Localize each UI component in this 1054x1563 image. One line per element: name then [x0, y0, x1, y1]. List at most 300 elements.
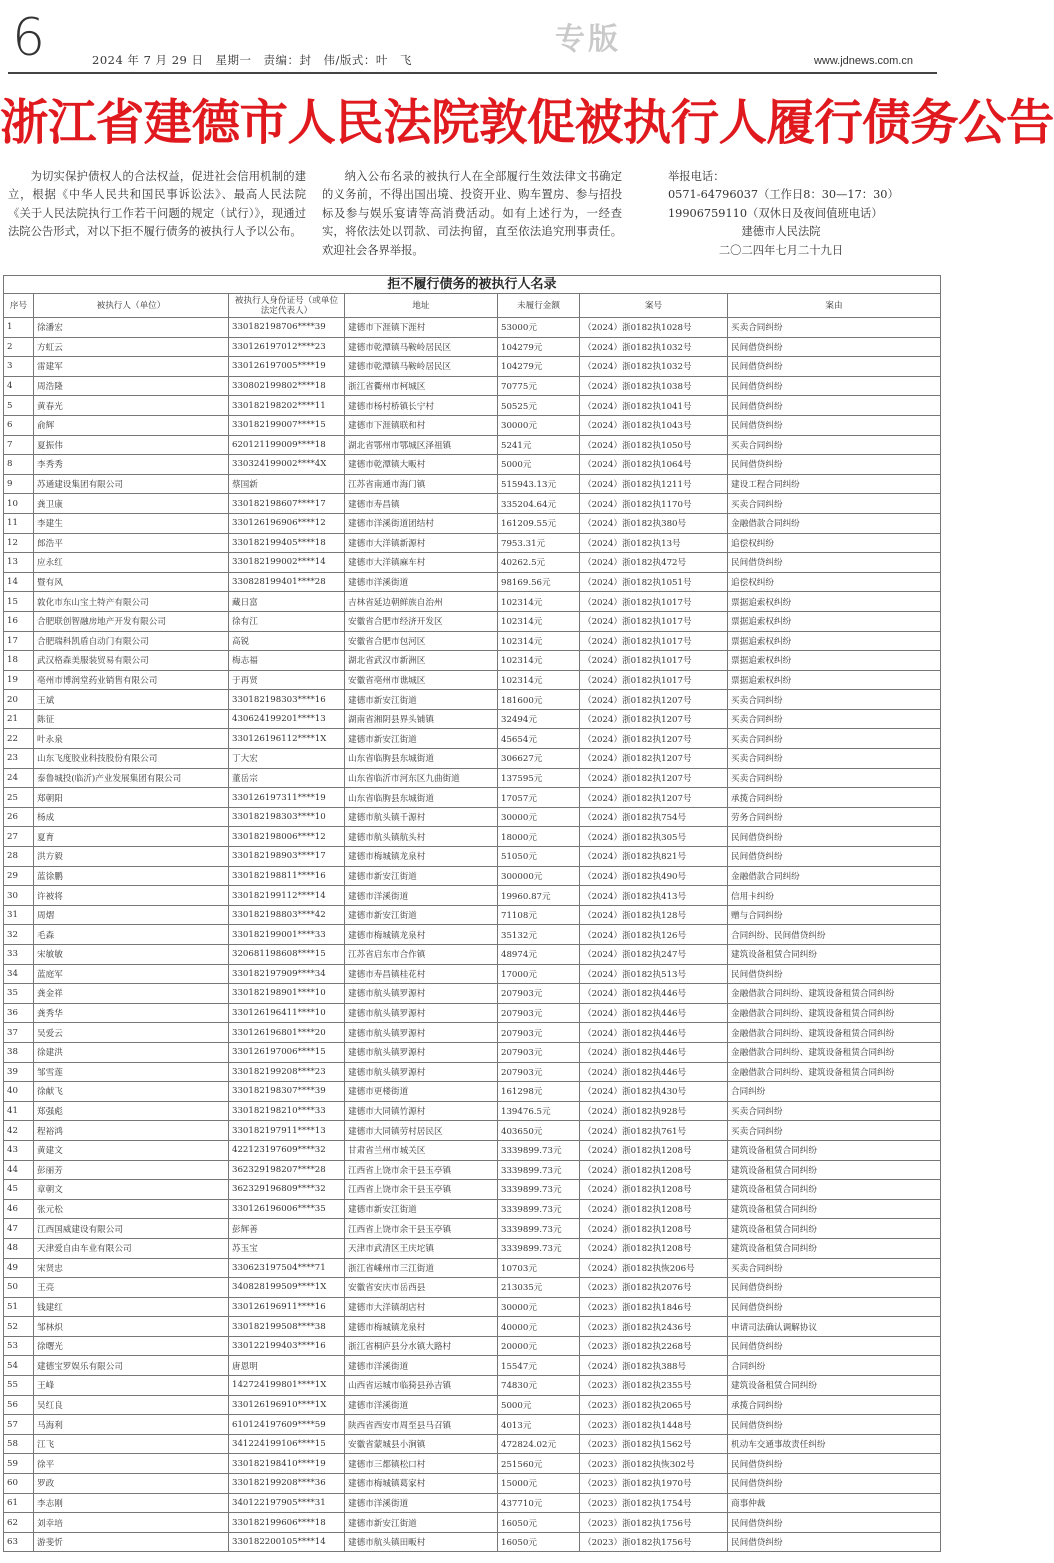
- cell-case-number: （2024）浙0182执380号: [580, 513, 728, 533]
- cell-id: 430624199201****13: [229, 709, 345, 729]
- cell-index: 50: [4, 1278, 34, 1298]
- cell-cause: 民间借贷纠纷: [728, 1532, 941, 1552]
- cell-amount: 139476.5元: [498, 1101, 580, 1121]
- cell-address: 安徽省亳州市谯城区: [345, 670, 498, 690]
- header-amount: 未履行金额: [498, 294, 580, 318]
- cell-amount: 3339899.73元: [498, 1219, 580, 1239]
- table-header-row: [4, 294, 941, 318]
- intro-column-1: [8, 168, 306, 242]
- cell-case-number: （2024）浙0182执1207号: [580, 749, 728, 769]
- cell-address: 陕西省西安市周至县马召镇: [345, 1415, 498, 1435]
- cell-address: 建德市新安江街道: [345, 729, 498, 749]
- cell-id: 330126196910****1X: [229, 1395, 345, 1415]
- cell-debtor: 合肥瑞科凯盾自动门有限公司: [34, 631, 229, 651]
- cell-debtor: 江西国威建设有限公司: [34, 1219, 229, 1239]
- cell-address: 浙江省衢州市柯城区: [345, 376, 498, 396]
- cell-index: 33: [4, 945, 34, 965]
- cell-amount: 207903元: [498, 1062, 580, 1082]
- cell-debtor: 苏通建设集团有限公司: [34, 474, 229, 494]
- table-row: [4, 494, 941, 514]
- cell-index: 34: [4, 964, 34, 984]
- cell-id: 330182198303****10: [229, 807, 345, 827]
- cell-id: 341224199106****15: [229, 1434, 345, 1454]
- cell-index: 62: [4, 1513, 34, 1533]
- cell-address: 江西省上饶市余干县玉亭镇: [345, 1180, 498, 1200]
- table-row: [4, 1278, 941, 1298]
- cell-index: 63: [4, 1532, 34, 1552]
- cell-id: 330182200105****14: [229, 1532, 345, 1552]
- cell-debtor: 王亮: [34, 1278, 229, 1298]
- cell-amount: 137595元: [498, 768, 580, 788]
- table-row: [4, 827, 941, 847]
- cell-id: 丁大宏: [229, 749, 345, 769]
- table-row: [4, 1513, 941, 1533]
- court-signature: 建德市人民法院: [741, 225, 821, 239]
- cell-case-number: （2024）浙0182执1032号: [580, 337, 728, 357]
- cell-index: 31: [4, 905, 34, 925]
- cell-case-number: （2024）浙0182执430号: [580, 1082, 728, 1102]
- cell-amount: 16050元: [498, 1532, 580, 1552]
- cell-address: 建德市大同镇竹源村: [345, 1101, 498, 1121]
- cell-index: 42: [4, 1121, 34, 1141]
- cell-cause: 建筑设备租赁合同纠纷: [728, 1199, 941, 1219]
- cell-case-number: （2024）浙0182执305号: [580, 827, 728, 847]
- cell-debtor: 邹雪莲: [34, 1062, 229, 1082]
- cell-case-number: （2024）浙0182执1207号: [580, 788, 728, 808]
- cell-amount: 306627元: [498, 749, 580, 769]
- table-row: [4, 925, 941, 945]
- cell-case-number: （2024）浙0182执247号: [580, 945, 728, 965]
- table-row: [4, 651, 941, 671]
- cell-case-number: （2024）浙0182执490号: [580, 866, 728, 886]
- cell-id: 330182198303****16: [229, 690, 345, 710]
- cell-address: 山西省运城市临猗县孙吉镇: [345, 1376, 498, 1396]
- cell-debtor: 夏育: [34, 827, 229, 847]
- cell-address: 建德市洋溪街道团结村: [345, 513, 498, 533]
- cell-case-number: （2024）浙0182执446号: [580, 1003, 728, 1023]
- cell-amount: 3339899.73元: [498, 1238, 580, 1258]
- cell-debtor: 泰鲁城投(临沂)产业发展集团有限公司: [34, 768, 229, 788]
- cell-case-number: （2024）浙0182执1064号: [580, 455, 728, 475]
- cell-amount: 3339899.73元: [498, 1180, 580, 1200]
- cell-cause: 票据追索权纠纷: [728, 631, 941, 651]
- cell-debtor: 合肥联创智融房地产开发有限公司: [34, 611, 229, 631]
- cell-cause: 民间借贷纠纷: [728, 415, 941, 435]
- cell-cause: 建筑设备租赁合同纠纷: [728, 1376, 941, 1396]
- cell-index: 54: [4, 1356, 34, 1376]
- cell-cause: 民间借贷纠纷: [728, 1513, 941, 1533]
- cell-case-number: （2024）浙0182执13号: [580, 533, 728, 553]
- cell-amount: 181600元: [498, 690, 580, 710]
- cell-case-number: （2023）浙0182执2355号: [580, 1376, 728, 1396]
- cell-debtor: 周熠: [34, 905, 229, 925]
- cell-index: 1: [4, 318, 34, 338]
- cell-debtor: 龚秀华: [34, 1003, 229, 1023]
- intro-paragraph-2: 纳入公布名录的被执行人在全部履行生效法律文书确定的义务前，不得出国出境、投资开业、购车置房、参与招投标及参与娱乐宴请等高消费活动。如有上述行为，一经查实，将依法处以罚款、司法拘留，直至依法追究刑事责任。欢迎社会各界举报。: [322, 170, 622, 257]
- cell-address: 建德市洋溪街道: [345, 1493, 498, 1513]
- cell-address: 建德市梅城镇葛家村: [345, 1474, 498, 1494]
- table-row: [4, 1062, 941, 1082]
- cell-case-number: （2024）浙0182执1032号: [580, 357, 728, 377]
- cell-cause: 合同纠纷: [728, 1082, 941, 1102]
- intro-paragraph-1: 为切实保护债权人的合法权益，促进社会信用机制的建立，根据《中华人民共和国民事诉讼法》、最高人民法院《关于人民法院执行工作若干问题的规定（试行）》，现通过法院公告形式，对以下拒不履行债务的被执行人予以公布。: [8, 170, 306, 239]
- table-row: [4, 415, 941, 435]
- table-row: [4, 984, 941, 1004]
- cell-debtor: 黄建文: [34, 1140, 229, 1160]
- cell-index: 14: [4, 572, 34, 592]
- cell-address: 建德市更楼街道: [345, 1082, 498, 1102]
- cell-case-number: （2024）浙0182执1050号: [580, 435, 728, 455]
- cell-amount: 102314元: [498, 611, 580, 631]
- cell-amount: 335204.64元: [498, 494, 580, 514]
- website-link[interactable]: www.jdnews.com.cn: [813, 55, 913, 67]
- table-row: [4, 945, 941, 965]
- cell-cause: 民间借贷纠纷: [728, 1336, 941, 1356]
- cell-amount: 207903元: [498, 1023, 580, 1043]
- cell-cause: 民间借贷纠纷: [728, 396, 941, 416]
- cell-id: 梅志福: [229, 651, 345, 671]
- cell-address: 建德市航头镇千源村: [345, 807, 498, 827]
- cell-amount: 51050元: [498, 847, 580, 867]
- cell-debtor: 宋贤忠: [34, 1258, 229, 1278]
- cell-amount: 70775元: [498, 376, 580, 396]
- table-row: [4, 768, 941, 788]
- cell-cause: 追偿权纠纷: [728, 572, 941, 592]
- cell-address: 山东省临沂市河东区九曲街道: [345, 768, 498, 788]
- cell-amount: 74830元: [498, 1376, 580, 1396]
- header-debtor: 被执行人（单位）: [34, 294, 229, 318]
- cell-amount: 45654元: [498, 729, 580, 749]
- cell-cause: 民间借贷纠纷: [728, 1278, 941, 1298]
- cell-index: 51: [4, 1297, 34, 1317]
- cell-id: 330182199001****33: [229, 925, 345, 945]
- cell-debtor: 雷建军: [34, 357, 229, 377]
- cell-id: 330182198706****39: [229, 318, 345, 338]
- table-row: [4, 1376, 941, 1396]
- cell-index: 9: [4, 474, 34, 494]
- cell-cause: 机动车交通事故责任纠纷: [728, 1434, 941, 1454]
- cell-id: 362329196809****32: [229, 1180, 345, 1200]
- table-row: [4, 1160, 941, 1180]
- cell-debtor: 亳州市博润堂药业销售有限公司: [34, 670, 229, 690]
- cell-address: 建德市乾潭镇马鞍岭居民区: [345, 337, 498, 357]
- cell-cause: 建筑设备租赁合同纠纷: [728, 1140, 941, 1160]
- cell-cause: 商事仲裁: [728, 1493, 941, 1513]
- table-row: [4, 1180, 941, 1200]
- table-row: [4, 396, 941, 416]
- cell-cause: 买卖合同纠纷: [728, 494, 941, 514]
- cell-amount: 102314元: [498, 651, 580, 671]
- cell-case-number: （2023）浙0182执2065号: [580, 1395, 728, 1415]
- cell-case-number: （2024）浙0182执1207号: [580, 690, 728, 710]
- cell-case-number: （2023）浙0182执2268号: [580, 1336, 728, 1356]
- table-title: 拒不履行债务的被执行人名录: [3, 275, 941, 293]
- cell-cause: 民间借贷纠纷: [728, 827, 941, 847]
- cell-address: 湖南省湘阴县界头铺镇: [345, 709, 498, 729]
- cell-debtor: 李秀秀: [34, 455, 229, 475]
- cell-address: 山东省临朐县东城街道: [345, 788, 498, 808]
- cell-cause: 承揽合同纠纷: [728, 1395, 941, 1415]
- cell-cause: 票据追索权纠纷: [728, 592, 941, 612]
- cell-case-number: （2024）浙0182执388号: [580, 1356, 728, 1376]
- cell-index: 10: [4, 494, 34, 514]
- table-row: [4, 1023, 941, 1043]
- cell-cause: 民间借贷纠纷: [728, 964, 941, 984]
- cell-debtor: 刘幸培: [34, 1513, 229, 1533]
- cell-index: 28: [4, 847, 34, 867]
- cell-index: 37: [4, 1023, 34, 1043]
- cell-cause: 票据追索权纠纷: [728, 651, 941, 671]
- cell-case-number: （2024）浙0182执1017号: [580, 611, 728, 631]
- cell-address: 建德市洋溪街道: [345, 1356, 498, 1376]
- cell-address: 天津市武清区王庆坨镇: [345, 1238, 498, 1258]
- cell-address: 建德市新安江街道: [345, 1513, 498, 1533]
- dateline: 2024 年 7 月 29 日 星期一 责编：封 伟/版式：叶 飞: [92, 53, 412, 67]
- cell-id: 330182197909****34: [229, 964, 345, 984]
- cell-cause: 买卖合同纠纷: [728, 709, 941, 729]
- cell-case-number: （2024）浙0182执821号: [580, 847, 728, 867]
- cell-id: 330182198903****17: [229, 847, 345, 867]
- cell-amount: 403650元: [498, 1121, 580, 1141]
- cell-case-number: （2024）浙0182执1028号: [580, 318, 728, 338]
- cell-address: 浙江省桐庐县分水镇大路村: [345, 1336, 498, 1356]
- table-row: [4, 1101, 941, 1121]
- cell-amount: 300000元: [498, 866, 580, 886]
- cell-id: 330802199802****18: [229, 376, 345, 396]
- cell-address: 建德市梅城镇龙泉村: [345, 925, 498, 945]
- cell-id: 330182198202****11: [229, 396, 345, 416]
- cell-debtor: 徐潘宏: [34, 318, 229, 338]
- table-row: [4, 474, 941, 494]
- cell-address: 建德市大洋镇麻车村: [345, 553, 498, 573]
- cell-id: 330126196906****12: [229, 513, 345, 533]
- cell-address: 建德市梅城镇龙泉村: [345, 847, 498, 867]
- cell-debtor: 徐建洪: [34, 1042, 229, 1062]
- cell-case-number: （2024）浙0182执126号: [580, 925, 728, 945]
- cell-debtor: 郑朝阳: [34, 788, 229, 808]
- table-row: [4, 1395, 941, 1415]
- cell-debtor: 游斐忻: [34, 1532, 229, 1552]
- cell-debtor: 许被将: [34, 886, 229, 906]
- cell-amount: 18000元: [498, 827, 580, 847]
- cell-index: 36: [4, 1003, 34, 1023]
- cell-id: 330126196411****10: [229, 1003, 345, 1023]
- cell-cause: 金融借款合同纠纷、建筑设备租赁合同纠纷: [728, 984, 941, 1004]
- cell-case-number: （2024）浙0182执1208号: [580, 1219, 728, 1239]
- cell-address: 建德市梅城镇龙泉村: [345, 1317, 498, 1337]
- table-row: [4, 376, 941, 396]
- cell-debtor: 李建生: [34, 513, 229, 533]
- cell-id: 藏日富: [229, 592, 345, 612]
- cell-amount: 17057元: [498, 788, 580, 808]
- cell-index: 27: [4, 827, 34, 847]
- table-row: [4, 1042, 941, 1062]
- cell-index: 12: [4, 533, 34, 553]
- cell-cause: 民间借贷纠纷: [728, 357, 941, 377]
- cell-address: 建德市航头镇罗源村: [345, 984, 498, 1004]
- cell-case-number: （2024）浙0182执1208号: [580, 1199, 728, 1219]
- cell-debtor: 宋敏敏: [34, 945, 229, 965]
- cell-case-number: （2023）浙0182执1448号: [580, 1415, 728, 1435]
- cell-index: 53: [4, 1336, 34, 1356]
- cell-id: 蔡国新: [229, 474, 345, 494]
- cell-amount: 30000元: [498, 807, 580, 827]
- cell-case-number: （2024）浙0182执472号: [580, 553, 728, 573]
- cell-case-number: （2023）浙0182执恢302号: [580, 1454, 728, 1474]
- cell-index: 35: [4, 984, 34, 1004]
- cell-case-number: （2024）浙0182执513号: [580, 964, 728, 984]
- cell-id: 330182199208****23: [229, 1062, 345, 1082]
- cell-case-number: （2024）浙0182执446号: [580, 984, 728, 1004]
- cell-id: 330182198410****19: [229, 1454, 345, 1474]
- cell-id: 苏玉宝: [229, 1238, 345, 1258]
- table-row: [4, 847, 941, 867]
- cell-index: 30: [4, 886, 34, 906]
- cell-debtor: 蓝徐鹏: [34, 866, 229, 886]
- cell-cause: 金融借款合同纠纷、建筑设备租赁合同纠纷: [728, 1023, 941, 1043]
- cell-amount: 32494元: [498, 709, 580, 729]
- cell-id: 330126197311****19: [229, 788, 345, 808]
- cell-case-number: （2024）浙0182执128号: [580, 905, 728, 925]
- cell-debtor: 张元松: [34, 1199, 229, 1219]
- cell-amount: 40000元: [498, 1317, 580, 1337]
- cell-id: 330182199606****18: [229, 1513, 345, 1533]
- table-row: [4, 1003, 941, 1023]
- cell-id: 142724199801****1X: [229, 1376, 345, 1396]
- cell-id: 330126197005****19: [229, 357, 345, 377]
- table-row: [4, 1297, 941, 1317]
- cell-amount: 15000元: [498, 1474, 580, 1494]
- cell-id: 330126197012****23: [229, 337, 345, 357]
- cell-cause: 建筑设备租赁合同纠纷: [728, 1180, 941, 1200]
- cell-id: 330828199401****28: [229, 572, 345, 592]
- cell-amount: 16050元: [498, 1513, 580, 1533]
- cell-index: 32: [4, 925, 34, 945]
- cell-id: 330182198607****17: [229, 494, 345, 514]
- table-row: [4, 1121, 941, 1141]
- table-row: [4, 435, 941, 455]
- cell-amount: 102314元: [498, 631, 580, 651]
- section-title: 专版: [555, 22, 621, 57]
- cell-debtor: 叶永泉: [34, 729, 229, 749]
- cell-address: 建德市航头镇航头村: [345, 827, 498, 847]
- cell-case-number: （2024）浙0182执1207号: [580, 768, 728, 788]
- cell-address: 建德市寿昌镇桂花村: [345, 964, 498, 984]
- cell-id: 高锐: [229, 631, 345, 651]
- cell-cause: 买卖合同纠纷: [728, 1121, 941, 1141]
- cell-index: 19: [4, 670, 34, 690]
- cell-address: 甘肃省兰州市城关区: [345, 1140, 498, 1160]
- cell-debtor: 吴红良: [34, 1395, 229, 1415]
- cell-debtor: 杨成: [34, 807, 229, 827]
- cell-cause: 民间借贷纠纷: [728, 376, 941, 396]
- cell-index: 55: [4, 1376, 34, 1396]
- cell-cause: 民间借贷纠纷: [728, 1415, 941, 1435]
- cell-address: 建德市下涯镇联和村: [345, 415, 498, 435]
- cell-case-number: （2024）浙0182执928号: [580, 1101, 728, 1121]
- cell-id: 于再贤: [229, 670, 345, 690]
- cell-index: 41: [4, 1101, 34, 1121]
- cell-id: 610124197609****59: [229, 1415, 345, 1435]
- cell-id: 330126196112****1X: [229, 729, 345, 749]
- cell-id: 330182199112****14: [229, 886, 345, 906]
- cell-case-number: （2023）浙0182执1754号: [580, 1493, 728, 1513]
- notice-date: 二〇二四年七月二十九日: [718, 243, 844, 257]
- cell-index: 4: [4, 376, 34, 396]
- cell-index: 29: [4, 866, 34, 886]
- header-case-number: 案号: [580, 294, 728, 318]
- cell-amount: 17000元: [498, 964, 580, 984]
- cell-id: 340122197905****31: [229, 1493, 345, 1513]
- cell-cause: 金融借款合同纠纷: [728, 866, 941, 886]
- table-row: [4, 572, 941, 592]
- cell-address: 安徽省安庆市岳西县: [345, 1278, 498, 1298]
- cell-address: 安徽省蒙城县小涧镇: [345, 1434, 498, 1454]
- cell-amount: 207903元: [498, 984, 580, 1004]
- cell-id: 唐恩明: [229, 1356, 345, 1376]
- cell-debtor: 彭丽芳: [34, 1160, 229, 1180]
- cell-amount: 161298元: [498, 1082, 580, 1102]
- cell-debtor: 武汉格森美服装贸易有限公司: [34, 651, 229, 671]
- cell-debtor: 徐平: [34, 1454, 229, 1474]
- cell-amount: 437710元: [498, 1493, 580, 1513]
- intro-column-2: [322, 168, 622, 260]
- cell-amount: 50525元: [498, 396, 580, 416]
- cell-case-number: （2024）浙0182执1017号: [580, 670, 728, 690]
- header-id: 被执行人身份证号（或单位法定代表人）: [229, 294, 345, 318]
- cell-index: 39: [4, 1062, 34, 1082]
- cell-cause: 买卖合同纠纷: [728, 318, 941, 338]
- cell-amount: 19960.87元: [498, 886, 580, 906]
- cell-case-number: （2024）浙0182执1170号: [580, 494, 728, 514]
- cell-address: 建德市乾潭镇大畈村: [345, 455, 498, 475]
- cell-index: 56: [4, 1395, 34, 1415]
- cell-address: 湖北省鄂州市鄂城区泽祖镇: [345, 435, 498, 455]
- cell-address: 建德市下涯镇下涯村: [345, 318, 498, 338]
- report-label: 举报电话：: [668, 170, 725, 183]
- cell-index: 15: [4, 592, 34, 612]
- cell-case-number: （2023）浙0182执1756号: [580, 1513, 728, 1533]
- cell-index: 24: [4, 768, 34, 788]
- cell-index: 16: [4, 611, 34, 631]
- cell-id: 340828199509****1X: [229, 1278, 345, 1298]
- cell-cause: 民间借贷纠纷: [728, 1474, 941, 1494]
- cell-amount: 48974元: [498, 945, 580, 965]
- cell-address: 江苏省南通市海门镇: [345, 474, 498, 494]
- cell-amount: 71108元: [498, 905, 580, 925]
- table-row: [4, 1238, 941, 1258]
- cell-debtor: 洪方毅: [34, 847, 229, 867]
- cell-address: 江西省上饶市余干县玉亭镇: [345, 1219, 498, 1239]
- cell-debtor: 俞辉: [34, 415, 229, 435]
- cell-index: 44: [4, 1160, 34, 1180]
- cell-case-number: （2024）浙0182执1043号: [580, 415, 728, 435]
- cell-case-number: （2024）浙0182执1017号: [580, 651, 728, 671]
- table-row: [4, 788, 941, 808]
- cell-index: 25: [4, 788, 34, 808]
- table-row: [4, 690, 941, 710]
- cell-cause: 民间借贷纠纷: [728, 337, 941, 357]
- cell-cause: 买卖合同纠纷: [728, 749, 941, 769]
- header-cause: 案由: [728, 294, 941, 318]
- cell-cause: 金融借款合同纠纷: [728, 513, 941, 533]
- headline: 浙江省建德市人民法院敦促被执行人履行债务公告: [0, 95, 1054, 151]
- cell-index: 52: [4, 1317, 34, 1337]
- cell-case-number: （2024）浙0182执1208号: [580, 1140, 728, 1160]
- cell-cause: 承揽合同纠纷: [728, 788, 941, 808]
- cell-cause: 金融借款合同纠纷、建筑设备租赁合同纠纷: [728, 1042, 941, 1062]
- cell-index: 43: [4, 1140, 34, 1160]
